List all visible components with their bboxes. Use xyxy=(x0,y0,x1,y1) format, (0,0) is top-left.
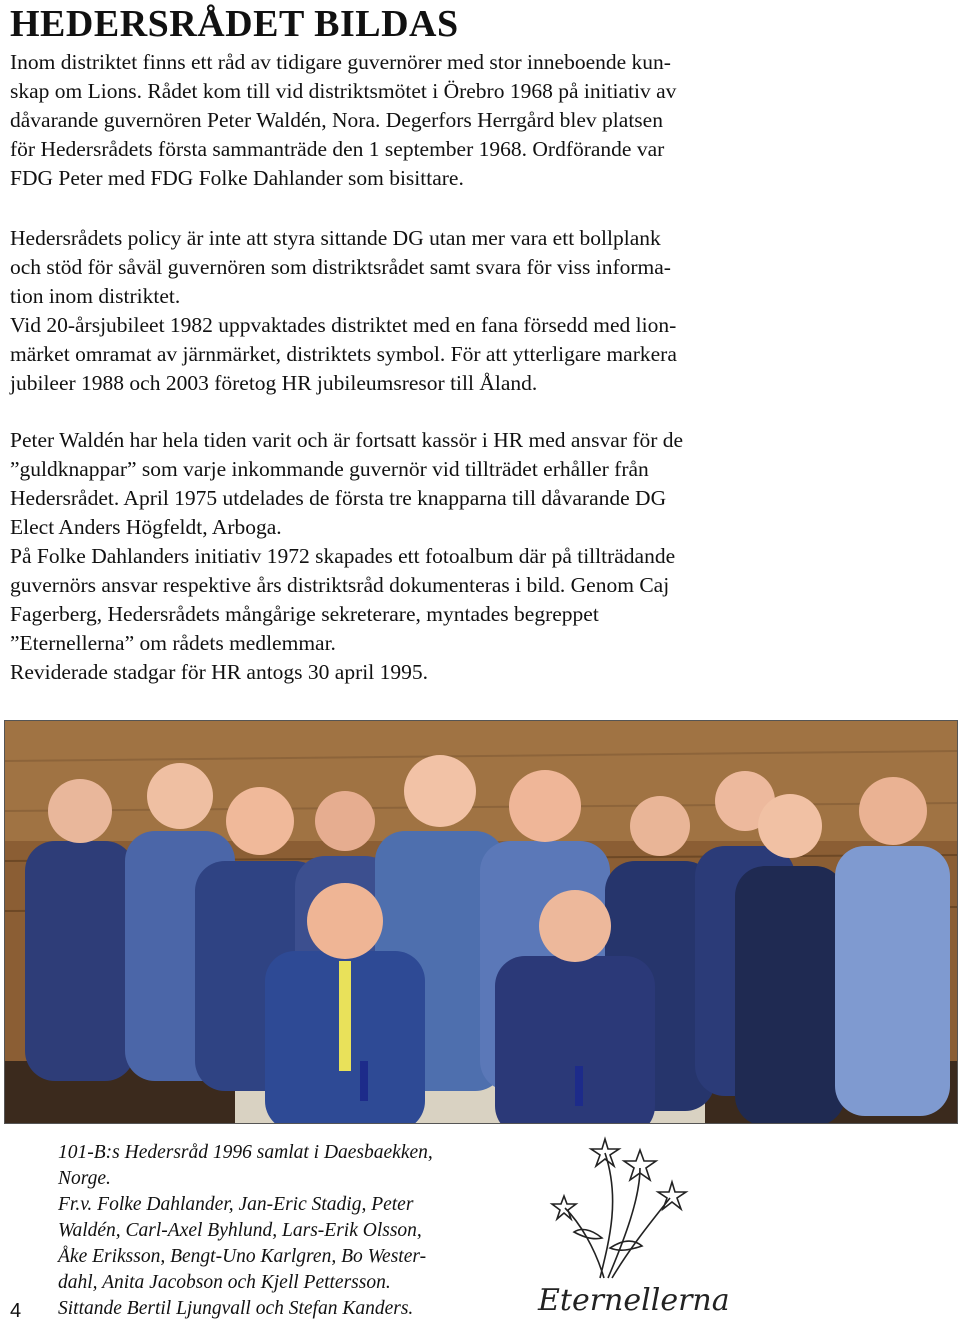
text-line: På Folke Dahlanders initiativ 1972 skapades ett fotoalbum där på tillträdande xyxy=(10,544,676,568)
text-line: FDG Peter med FDG Folke Dahlander som bisittare. xyxy=(10,166,464,190)
text-line: Peter Waldén har hela tiden varit och är fortsatt kassör i HR med ansvar för de xyxy=(10,428,684,452)
text-line: guvernörs ansvar respektive års distriktsråd dokumenteras i bild. Genom Caj xyxy=(10,573,670,597)
text-line: Hedersrådets policy är inte att styra sittande DG utan mer vara ett bollplank xyxy=(10,226,661,250)
text-line: dåvarande guvernören Peter Waldén, Nora. Degerfors Herrgård blev platsen xyxy=(10,108,663,132)
text-line: Inom distriktet finns ett råd av tidigare guvernörer med stor inneboende kun- xyxy=(10,50,671,74)
page-title: HEDERSRÅDET BILDAS xyxy=(10,3,459,45)
caption-line: Norge. xyxy=(58,1168,111,1189)
emblem-text: Eternellerna xyxy=(538,1283,730,1318)
paragraph-walden xyxy=(10,426,810,687)
caption-line: 101-B:s Hedersråd 1996 samlat i Daesbaekken, xyxy=(58,1142,433,1163)
text-line: Fagerberg, Hedersrådets mångårige sekreterare, myntades begreppet xyxy=(10,602,599,626)
text-line: Elect Anders Högfeldt, Arboga. xyxy=(10,515,282,539)
text-line: ”guldknappar” som varje inkommande guvernör vid tillträdet erhåller från xyxy=(10,457,649,481)
page-number: 4 xyxy=(10,1300,22,1322)
paragraph-intro xyxy=(10,48,810,193)
text-line: tion inom distriktet. xyxy=(10,284,181,308)
text-line: skap om Lions. Rådet kom till vid distriktsmötet i Örebro 1968 på initiativ av xyxy=(10,79,677,103)
caption-line: Fr.v. Folke Dahlander, Jan-Eric Stadig, Peter xyxy=(58,1194,414,1215)
eternellerna-emblem xyxy=(530,1128,760,1323)
eternelle-flower-icon xyxy=(530,1128,760,1323)
text-line: Reviderade stadgar för HR antogs 30 april 1995. xyxy=(10,660,428,684)
text-line: för Hedersrådets första sammanträde den 1 september 1968. Ordförande var xyxy=(10,137,665,161)
group-photo xyxy=(4,720,958,1124)
group-photo-icon xyxy=(5,721,957,1123)
caption-line: dahl, Anita Jacobson och Kjell Pettersson. xyxy=(58,1272,391,1293)
caption-line: Waldén, Carl-Axel Byhlund, Lars-Erik Olsson, xyxy=(58,1220,422,1241)
text-line: märket omramat av järnmärket, distriktets symbol. För att ytterligare markera xyxy=(10,342,677,366)
caption-line: Sittande Bertil Ljungvall och Stefan Kanders. xyxy=(58,1298,414,1319)
text-line: och stöd för såväl guvernören som distriktsrådet samt svara för viss informa- xyxy=(10,255,671,279)
text-line: Hedersrådet. April 1975 utdelades de första tre knapparna till dåvarande DG xyxy=(10,486,667,510)
text-line: ”Eternellerna” om rådets medlemmar. xyxy=(10,631,336,655)
text-line: Vid 20-årsjubileet 1982 uppvaktades distriktet med en fana försedd med lion- xyxy=(10,313,677,337)
paragraph-policy xyxy=(10,224,810,398)
text-line: jubileer 1988 och 2003 företog HR jubileumsresor till Åland. xyxy=(10,371,538,395)
photo-caption xyxy=(58,1140,518,1322)
caption-line: Åke Eriksson, Bengt-Uno Karlgren, Bo Wester- xyxy=(58,1246,427,1267)
